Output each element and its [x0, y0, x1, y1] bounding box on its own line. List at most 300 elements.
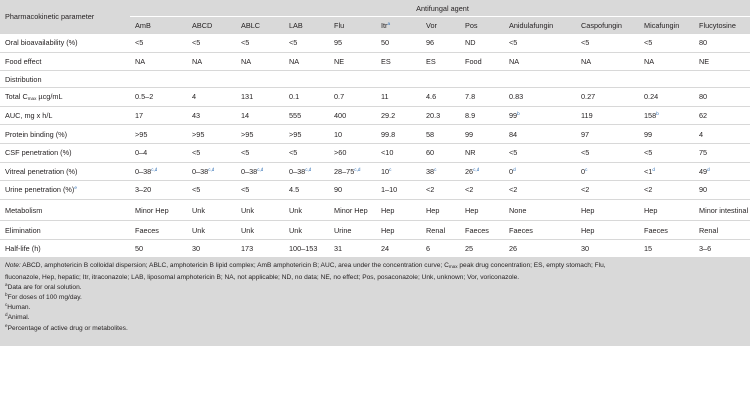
- cell-value: 555: [289, 111, 302, 121]
- table-cell: [376, 34, 421, 53]
- row-label-text: AUC, mg x h/L: [5, 111, 53, 121]
- footnote-mark: e: [74, 185, 77, 191]
- table-cell: [460, 162, 504, 181]
- table-cell: [694, 162, 750, 181]
- cell-value: 90: [699, 185, 708, 195]
- abbreviation-note-cont: fluconazole, Hep, hepatic; Itr, itraconazole; LAB, liposomal amphotericin B; NA, not applicable; ND, no data; NE, no effect; Pos, posaconazole; Unk, unknown; Vor, voriconazole.: [5, 273, 520, 281]
- table-row-dist: [0, 71, 750, 88]
- table-row-urine: [0, 181, 750, 200]
- cell-value: Hep: [581, 205, 595, 215]
- table-cell: [187, 162, 236, 181]
- cell-value: 11: [381, 92, 389, 102]
- cell-value: 96: [426, 38, 435, 48]
- column-header-label: Flu: [334, 20, 345, 30]
- cell-value: 6: [426, 244, 431, 254]
- table-cell: [130, 125, 187, 144]
- row-label-text: Metabolism: [5, 205, 43, 215]
- cell-value: 0.5–2: [135, 92, 154, 102]
- row-label-text: Oral bioavailability (%): [5, 38, 78, 48]
- table-cell: [504, 221, 576, 240]
- note-subscript: max: [448, 264, 458, 270]
- footnote-mark: b: [656, 111, 659, 117]
- table-row-metab: [0, 199, 750, 221]
- cell-value: 100–153: [289, 244, 318, 254]
- table-row-food: [0, 52, 750, 71]
- cell-value: 119: [581, 111, 593, 121]
- cell-value: Hep: [381, 205, 395, 215]
- cell-value: 0: [581, 166, 586, 176]
- cell-value: 26: [465, 166, 474, 176]
- table-cell: [460, 221, 504, 240]
- cell-value: Unk: [241, 205, 254, 215]
- table-cell: [576, 34, 639, 53]
- footnote-mark: d: [5, 312, 8, 318]
- column-header-flu: [329, 17, 376, 34]
- table-cell: [130, 143, 187, 162]
- table-cell: [284, 52, 329, 71]
- cell-value: <1: [644, 166, 653, 176]
- cell-value: >95: [192, 129, 205, 139]
- cell-value: Food: [465, 56, 482, 66]
- row-label-text: CSF penetration (%): [5, 148, 72, 158]
- table-row-protein: [0, 125, 750, 144]
- table-cell: [236, 34, 284, 53]
- footnote-text: For doses of 100 mg/day.: [7, 294, 82, 302]
- cell-value: 4.5: [289, 185, 300, 195]
- table-cell: [639, 181, 694, 200]
- cell-value: Hep: [644, 205, 658, 215]
- cell-value: 20.3: [426, 111, 441, 121]
- column-header-label: Itr: [381, 20, 388, 30]
- cell-value: 95: [334, 38, 343, 48]
- cell-value: 50: [135, 244, 144, 254]
- table-cell: [236, 199, 284, 221]
- row-label-text: Vitreal penetration (%): [5, 166, 78, 176]
- table-cell: [421, 125, 460, 144]
- cell-value: Unk: [289, 225, 302, 235]
- table-cell: [576, 221, 639, 240]
- table-cell: [639, 34, 694, 53]
- table-cell: [329, 199, 376, 221]
- table-cell: [236, 162, 284, 181]
- table-cell: [187, 199, 236, 221]
- column-header-caspofungin: [576, 17, 639, 34]
- note-label: Note:: [5, 262, 21, 270]
- cell-value: <5: [581, 148, 590, 158]
- table-cell: [236, 143, 284, 162]
- footnote-mark: c: [5, 302, 8, 308]
- table-cell: [694, 125, 750, 144]
- table-cell: [576, 88, 639, 107]
- cell-value: 0.1: [289, 92, 300, 102]
- cell-value: NA: [644, 56, 655, 66]
- cell-value: 0–4: [135, 148, 148, 158]
- column-header-flucytosine: [694, 17, 750, 34]
- cell-value: 90: [334, 185, 343, 195]
- row-label-text: Protein binding (%): [5, 129, 68, 139]
- cell-value: 0–38: [192, 166, 209, 176]
- cell-value: ND: [465, 38, 476, 48]
- row-label: [0, 106, 130, 125]
- footnote-text: Animal.: [7, 314, 30, 322]
- cell-value: <5: [581, 38, 590, 48]
- table-cell: [421, 106, 460, 125]
- footnote-list: [5, 283, 745, 334]
- table-cell: [504, 106, 576, 125]
- cell-value: <5: [241, 38, 250, 48]
- param-column-header: Pharmacokinetic parameter: [0, 0, 130, 34]
- table-cell: [376, 52, 421, 71]
- cell-value: 0.7: [334, 92, 345, 102]
- cell-value: 0: [509, 166, 514, 176]
- cell-value: <5: [644, 148, 653, 158]
- table-cell: [284, 162, 329, 181]
- cell-value: Unk: [289, 205, 302, 215]
- footnote: [5, 303, 745, 313]
- table-cell: [504, 125, 576, 144]
- table-cell: [639, 52, 694, 71]
- cell-value: Minor Hep: [135, 205, 169, 215]
- column-header-lab: [284, 17, 329, 34]
- cell-value: Faeces: [644, 225, 668, 235]
- cell-value: NE: [699, 56, 710, 66]
- table-cell: [694, 106, 750, 125]
- table-cell: [421, 88, 460, 107]
- row-label: [0, 162, 130, 181]
- column-header-pos: [460, 17, 504, 34]
- row-label: [0, 34, 130, 53]
- table-cell: [236, 239, 284, 257]
- cell-value: 38: [426, 166, 435, 176]
- table-cell: [187, 239, 236, 257]
- cell-value: NA: [581, 56, 592, 66]
- cell-value: >95: [289, 129, 302, 139]
- cell-value: Hep: [426, 205, 440, 215]
- cell-value: 1–10: [381, 185, 398, 195]
- cell-value: 24: [381, 244, 390, 254]
- cell-value: 4: [192, 92, 197, 102]
- table-cell: [504, 181, 576, 200]
- cell-value: Minor intestinal: [699, 205, 749, 215]
- cell-value: Faeces: [135, 225, 159, 235]
- table-cell: [639, 199, 694, 221]
- table-cell: [639, 143, 694, 162]
- table-cell: [460, 106, 504, 125]
- column-header-label: LAB: [289, 20, 303, 30]
- table-cell: [639, 162, 694, 181]
- row-label: [0, 181, 130, 200]
- cell-value: 84: [509, 129, 518, 139]
- antifungal-agent-header: Antifungal agent: [130, 0, 750, 17]
- table-cell: [130, 106, 187, 125]
- cell-value: <5: [241, 185, 250, 195]
- table-cell: [576, 106, 639, 125]
- footnote-mark: c,d: [354, 166, 361, 172]
- cell-value: <5: [241, 148, 250, 158]
- cell-value: 28–75: [334, 166, 355, 176]
- footnote: [5, 293, 745, 303]
- table-row-half: [0, 239, 750, 257]
- table-cell: [329, 239, 376, 257]
- table-cell: [376, 125, 421, 144]
- footnote-mark: e: [5, 322, 8, 328]
- footnote-text: Data are for oral solution.: [7, 283, 82, 291]
- table-cell: [639, 125, 694, 144]
- table-cell: [504, 239, 576, 257]
- table-cell: [376, 221, 421, 240]
- table-cell: [460, 34, 504, 53]
- row-label-text: Distribution: [5, 74, 42, 84]
- table-cell: [576, 52, 639, 71]
- cell-value: 14: [241, 111, 250, 121]
- table-cell: [460, 239, 504, 257]
- table-cell: [421, 143, 460, 162]
- footnote-mark: d: [513, 166, 516, 172]
- table-cell: [187, 34, 236, 53]
- table-cell: [284, 34, 329, 53]
- footnote-mark: c,d: [305, 166, 312, 172]
- cell-value: 99: [509, 111, 518, 121]
- cell-value: Minor Hep: [334, 205, 368, 215]
- footnote-mark: a: [5, 281, 8, 287]
- cell-value: 17: [135, 111, 144, 121]
- table-cell: [421, 221, 460, 240]
- table-cell: [187, 52, 236, 71]
- cell-value: 97: [581, 129, 590, 139]
- abbreviation-note: [5, 261, 745, 272]
- cell-value: Renal: [699, 225, 719, 235]
- cell-value: ES: [426, 56, 436, 66]
- cell-value: 31: [334, 244, 343, 254]
- column-header-label: Pos: [465, 20, 478, 30]
- table-cell: [421, 162, 460, 181]
- table-cell: [187, 106, 236, 125]
- table-cell: [639, 88, 694, 107]
- cell-value: <2: [581, 185, 590, 195]
- footnote-text: Percentage of active drug or metabolites.: [7, 324, 128, 332]
- table-cell: [329, 106, 376, 125]
- table-cell: [329, 34, 376, 53]
- table-cell: [576, 143, 639, 162]
- footnote-mark: d: [707, 166, 710, 172]
- footnote: [5, 313, 745, 323]
- column-header-abcd: [187, 17, 236, 34]
- row-label: [0, 143, 130, 162]
- table-cell: [504, 88, 576, 107]
- table-cell: [187, 143, 236, 162]
- row-label: [0, 221, 130, 240]
- table-cell: [187, 125, 236, 144]
- cell-value: NA: [241, 56, 252, 66]
- cell-value: NA: [135, 56, 146, 66]
- footnote-mark: a: [387, 20, 391, 26]
- cell-value: 80: [699, 92, 708, 102]
- table-cell: [421, 239, 460, 257]
- column-header-label: ABCD: [192, 20, 213, 30]
- cell-value: 0–38: [289, 166, 306, 176]
- cell-value: 173: [241, 244, 254, 254]
- table-cell: [694, 52, 750, 71]
- column-header-label: AmB: [135, 20, 151, 30]
- table-cell: [694, 181, 750, 200]
- table-cell: [421, 181, 460, 200]
- column-header-anidulafungin: [504, 17, 576, 34]
- cell-value: NR: [465, 148, 476, 158]
- cell-value: 26: [509, 244, 518, 254]
- table-cell: [460, 199, 504, 221]
- column-header-label: Flucytosine: [699, 20, 736, 30]
- cell-value: 0.27: [581, 92, 596, 102]
- row-label: [0, 125, 130, 144]
- column-header-amb: [130, 17, 187, 34]
- footnote-mark: c,d: [473, 166, 480, 172]
- cell-value: <2: [426, 185, 435, 195]
- table-cell: [284, 125, 329, 144]
- footnote-mark: c,d: [208, 166, 215, 172]
- header-row-group: [0, 0, 750, 17]
- footnote: [5, 283, 745, 293]
- cell-value: NA: [192, 56, 203, 66]
- table-cell: [130, 181, 187, 200]
- table-cell: [284, 88, 329, 107]
- table-cell: [236, 181, 284, 200]
- table-cell: [130, 221, 187, 240]
- cell-value: 15: [644, 244, 653, 254]
- table-cell: [284, 181, 329, 200]
- table-cell: [460, 88, 504, 107]
- table-row-elim: [0, 221, 750, 240]
- cell-value: 30: [192, 244, 201, 254]
- footnote: [5, 324, 745, 334]
- column-header-label: Anidulafungin: [509, 20, 554, 30]
- table-cell: [329, 221, 376, 240]
- table-row-vitreal: [0, 162, 750, 181]
- footnote-text: Human.: [7, 304, 31, 312]
- table-cell: [460, 125, 504, 144]
- table-cell: [576, 199, 639, 221]
- table-cell: [236, 125, 284, 144]
- row-label: [0, 239, 130, 257]
- table-cell: [376, 106, 421, 125]
- cell-value: 4: [699, 129, 704, 139]
- cell-value: 43: [192, 111, 201, 121]
- table-cell: [576, 125, 639, 144]
- cell-value: Urine: [334, 225, 352, 235]
- table-cell: [329, 88, 376, 107]
- cell-value: <5: [509, 38, 518, 48]
- cell-value: 0.83: [509, 92, 524, 102]
- table-cell: [504, 52, 576, 71]
- cell-value: <5: [135, 38, 144, 48]
- cell-value: 60: [426, 148, 435, 158]
- table-cell: [639, 239, 694, 257]
- cell-value: 25: [465, 244, 474, 254]
- table-row-oral: [0, 34, 750, 53]
- table-cell: [504, 143, 576, 162]
- cell-value: 158: [644, 111, 657, 121]
- table-cell: [639, 221, 694, 240]
- cell-value: 131: [241, 92, 254, 102]
- table-cell: [376, 181, 421, 200]
- cell-value: 7.8: [465, 92, 476, 102]
- cell-value: 0–38: [241, 166, 258, 176]
- table-cell: [576, 162, 639, 181]
- row-label-text: Total C: [5, 92, 28, 102]
- cell-value: 4.6: [426, 92, 437, 102]
- cell-value: 99.8: [381, 129, 396, 139]
- table-cell: [376, 143, 421, 162]
- cell-value: <5: [509, 148, 518, 158]
- cell-value: 400: [334, 111, 347, 121]
- table-cell: [460, 52, 504, 71]
- table-row-cmax: [0, 88, 750, 107]
- cell-value: >95: [135, 129, 148, 139]
- cell-value: >60: [334, 148, 347, 158]
- column-header-label: Micafungin: [644, 20, 680, 30]
- column-header-micafungin: [639, 17, 694, 34]
- row-label: [0, 88, 130, 107]
- table-cell: [376, 162, 421, 181]
- cell-value: <5: [192, 148, 201, 158]
- row-label-text-unit: µcg/mL: [36, 92, 63, 102]
- cell-value: None: [509, 205, 527, 215]
- table-cell: [284, 239, 329, 257]
- table-cell: [376, 88, 421, 107]
- table-cell: [694, 88, 750, 107]
- cell-value: 10: [381, 166, 390, 176]
- cell-value: <2: [644, 185, 653, 195]
- table-cell: [130, 162, 187, 181]
- row-label-text: Half-life (h): [5, 244, 41, 254]
- table-cell: [639, 106, 694, 125]
- cell-value: Unk: [241, 225, 254, 235]
- column-header-ablc: [236, 17, 284, 34]
- footnote-mark: c: [434, 166, 437, 172]
- table-cell: [694, 143, 750, 162]
- table-cell: [329, 143, 376, 162]
- footnote-mark: c,d: [257, 166, 264, 172]
- footnote-mark: c,d: [151, 166, 158, 172]
- cell-value: <5: [644, 38, 653, 48]
- table-cell: [694, 199, 750, 221]
- table-cell: [187, 181, 236, 200]
- cell-value: 30: [581, 244, 590, 254]
- cell-value: Hep: [581, 225, 595, 235]
- footnote-mark: d: [652, 166, 655, 172]
- footnote-mark: b: [517, 111, 520, 117]
- cell-value: Faeces: [465, 225, 489, 235]
- cell-value: ES: [381, 56, 391, 66]
- table-cell: [187, 221, 236, 240]
- cell-value: 29.2: [381, 111, 396, 121]
- table-cell: [130, 199, 187, 221]
- row-label-text: Elimination: [5, 225, 41, 235]
- table-cell: [130, 52, 187, 71]
- table-cell: [504, 162, 576, 181]
- row-label: [0, 199, 130, 221]
- row-label: [0, 52, 130, 71]
- cell-value: <10: [381, 148, 394, 158]
- cell-value: Faeces: [509, 225, 533, 235]
- table-cell: [329, 162, 376, 181]
- table-cell: [460, 143, 504, 162]
- cell-value: NE: [334, 56, 345, 66]
- table-cell: [576, 239, 639, 257]
- note-text-2: peak drug concentration; ES, empty stomach; Flu,: [457, 262, 606, 270]
- row-label: [0, 71, 130, 88]
- table-cell: [376, 239, 421, 257]
- table-cell: [130, 239, 187, 257]
